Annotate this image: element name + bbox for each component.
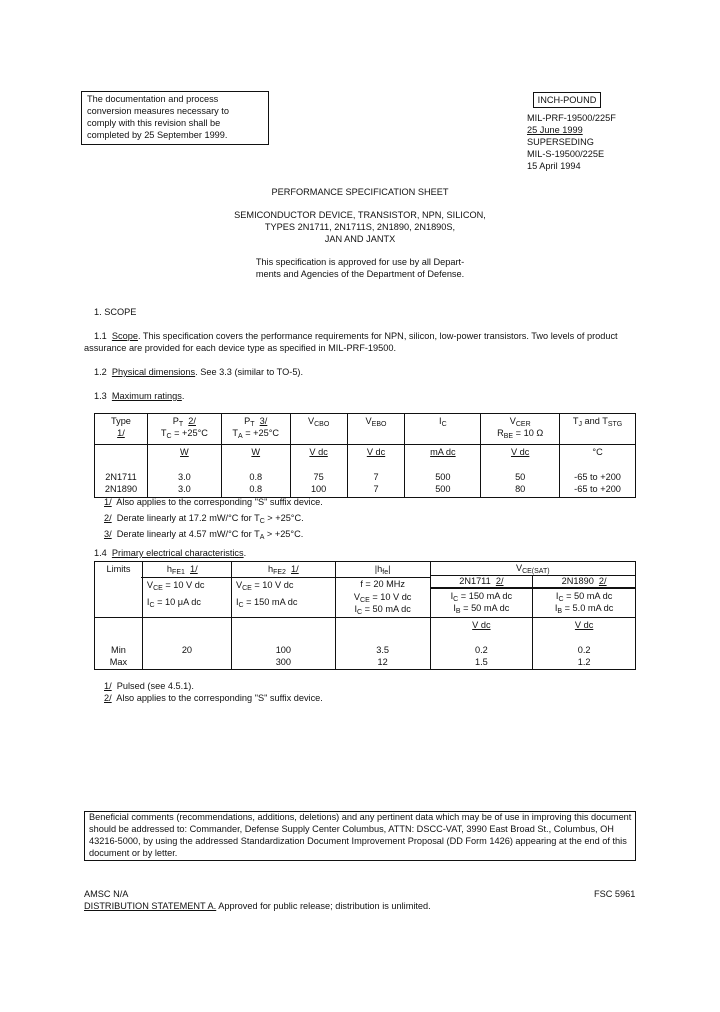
primary-characteristics-table <box>94 561 636 670</box>
para-number: 1.3 <box>94 391 107 401</box>
vcer-cell: V dc 50 80 <box>481 445 560 498</box>
notice-line: conversion measures necessary to <box>87 105 229 116</box>
ic-cell: mA dc 500 500 <box>405 445 481 498</box>
notice-line: comply with this revision shall be <box>87 117 221 128</box>
ratings-body <box>95 445 636 498</box>
col-vce-2n1711: 2N1711 2/ <box>430 576 533 588</box>
superseded-number: MIL-S-19500/225E <box>527 148 605 159</box>
comments-line: document or by letter. <box>89 847 178 858</box>
para-number: 1.1 <box>94 331 107 341</box>
para-title: Primary electrical characteristics <box>111 548 244 558</box>
col-type: Type 1/ <box>95 414 148 445</box>
pt-ambient-cell: W 0.8 0.8 <box>221 445 290 498</box>
para-text: . <box>243 548 247 558</box>
para-number: 1.4 <box>94 548 107 558</box>
para-number: 1.2 <box>94 367 107 377</box>
col-ic: $I_C$ <box>405 414 481 445</box>
primary-header-row <box>95 562 636 576</box>
col-pt-ambient: $P_T$ 3/ $T_A = +25^\circ C$ <box>221 414 290 445</box>
max-ratings-paragraph <box>94 391 184 403</box>
col-limits: Limits <box>95 562 143 618</box>
scope-heading: 1. SCOPE <box>94 307 137 317</box>
ratings-notes <box>104 494 323 542</box>
para-text: . This specification covers the performance requirements for NPN, silicon, low-power transistors. Two levels of product <box>137 331 618 341</box>
footnote: 2/ Derate linearly at 17.2 mW/°C for $T_C > +25^\circ C$. <box>104 513 304 526</box>
col-vcbo: $V_{CBO}$ <box>290 414 347 445</box>
tj-cell: °C -65 to +200 -65 to +200 <box>560 445 636 498</box>
col-hfe-small-signal: $|h_{fe}|$ f = 20 MHz $V_{CE} = 10$ V dc $I_C = 50$ mA dc <box>335 562 430 618</box>
approval-line2: ments and Agencies of the Department of Defense. <box>255 268 465 279</box>
inch-pound-box <box>533 92 601 108</box>
device-title-line2: TYPES 2N1711, 2N1711S, 2N1890, 2N1890S, <box>264 221 456 232</box>
col-vce-2n1890: 2N1890 2/ <box>533 576 636 588</box>
device-title-line3: JAN AND JANTX <box>324 233 396 244</box>
max-ratings-table <box>94 413 636 498</box>
para-text-cont: assurance are provided for each device type as specified in MIL-PRF-19500. <box>84 342 397 353</box>
revision-notice-box <box>81 91 269 145</box>
vce-2n1711-cell: V dc 0.2 1.5 <box>430 617 533 670</box>
col-hfe2: $h_{FE2}$ 1/ $V_{CE} = 10$ V dc $I_C = 150$ mA dc <box>231 562 335 618</box>
type-cell: 2N1711 2N1890 <box>95 445 148 498</box>
footnote: 1/ Pulsed (see 4.5.1). <box>104 681 194 691</box>
para-title: Scope <box>111 331 138 341</box>
vcbo-cell: V dc 75 100 <box>290 445 347 498</box>
doc-date: 25 June 1999 <box>527 124 583 135</box>
hfe2-cell: 100 300 <box>231 617 335 670</box>
para-title: Physical dimensions <box>111 367 196 377</box>
primary-characteristics-paragraph <box>94 548 246 560</box>
physical-dimensions-paragraph <box>94 367 303 379</box>
inch-pound-label: INCH-POUND <box>537 95 597 105</box>
comments-box <box>84 811 636 861</box>
col-vebo: $V_{EBO}$ <box>347 414 405 445</box>
pt-case-cell: W 3.0 3.0 <box>147 445 221 498</box>
para-title: Maximum ratings <box>111 391 182 401</box>
vce-2n1711-conditions: $I_C = 150$ mA dc $I_B = 50$ mA dc <box>430 588 533 618</box>
hfe1-cell: 20 <box>142 617 231 670</box>
vce-2n1890-conditions: $I_C = 50$ mA dc $I_B = 5.0$ mA dc <box>533 588 636 618</box>
scope-paragraph <box>84 331 654 355</box>
col-vcer: $V_{CER}$ $R_{BE} = 10$ Ω <box>481 414 560 445</box>
vebo-cell: V dc 7 7 <box>347 445 405 498</box>
para-text: . <box>181 391 185 401</box>
footnote: 1/ Also applies to the corresponding "S" suffix device. <box>104 497 323 507</box>
comments-line: 43216-5000, by using the addressed Standardization Document Improvement Proposal (DD Form 1426) appearing at the end of this <box>89 835 627 846</box>
superseded-date: 15 April 1994 <box>527 160 581 171</box>
amsc-label: AMSC N/A <box>84 889 129 899</box>
doc-number-block <box>527 113 616 173</box>
superseding-label: SUPERSEDING <box>527 136 594 147</box>
col-pt-case: $P_T$ 2/ $T_C = +25^\circ C$ <box>147 414 221 445</box>
doc-number: MIL-PRF-19500/225F <box>527 113 616 123</box>
device-title-line1: SEMICONDUCTOR DEVICE, TRANSISTOR, NPN, SILICON, <box>234 209 486 220</box>
fsc-label: FSC 5961 <box>594 889 636 899</box>
approval-line1: This specification is approved for use by all Depart- <box>255 256 465 267</box>
primary-values-row <box>95 617 636 670</box>
title-block <box>0 187 720 281</box>
hfe-cell: 3.5 12 <box>335 617 430 670</box>
distribution-label: DISTRIBUTION STATEMENT A. <box>84 901 217 911</box>
footnote: 3/ Derate linearly at 4.57 mW/°C for $T_A > +25^\circ C$. <box>104 529 304 542</box>
comments-line: should be addressed to: Commander, Defense Supply Center Columbus, ATTN: DSCC-VAT, 3990 East Broad St., Columbus, OH <box>89 823 614 834</box>
notice-line: completed by 25 September 1999. <box>87 129 228 140</box>
col-hfe1: $h_{FE1}$ 1/ $V_{CE} = 10$ V dc $I_C = 10$ μA dc <box>142 562 231 618</box>
col-vce-sat: $V_{CE(SAT)}$ <box>430 562 635 576</box>
distribution-statement <box>84 901 431 913</box>
comments-line: Beneficial comments (recommendations, additions, deletions) and any pertinent data which may be of use in improving this document <box>89 812 632 822</box>
para-text: . See 3.3 (similar to TO-5). <box>195 367 304 377</box>
col-tj-tstg: $T_J$ and $T_{STG}$ <box>560 414 636 445</box>
notice-line: The documentation and process <box>87 94 219 104</box>
ratings-header-row <box>95 414 636 445</box>
limits-cell: Min Max <box>95 617 143 670</box>
sheet-title: PERFORMANCE SPECIFICATION SHEET <box>271 187 449 197</box>
distribution-text: Approved for public release; distribution is unlimited. <box>216 901 431 911</box>
footnote: 2/ Also applies to the corresponding "S" suffix device. <box>104 693 323 704</box>
vce-2n1890-cell: V dc 0.2 1.2 <box>533 617 636 670</box>
primary-notes <box>104 680 323 705</box>
